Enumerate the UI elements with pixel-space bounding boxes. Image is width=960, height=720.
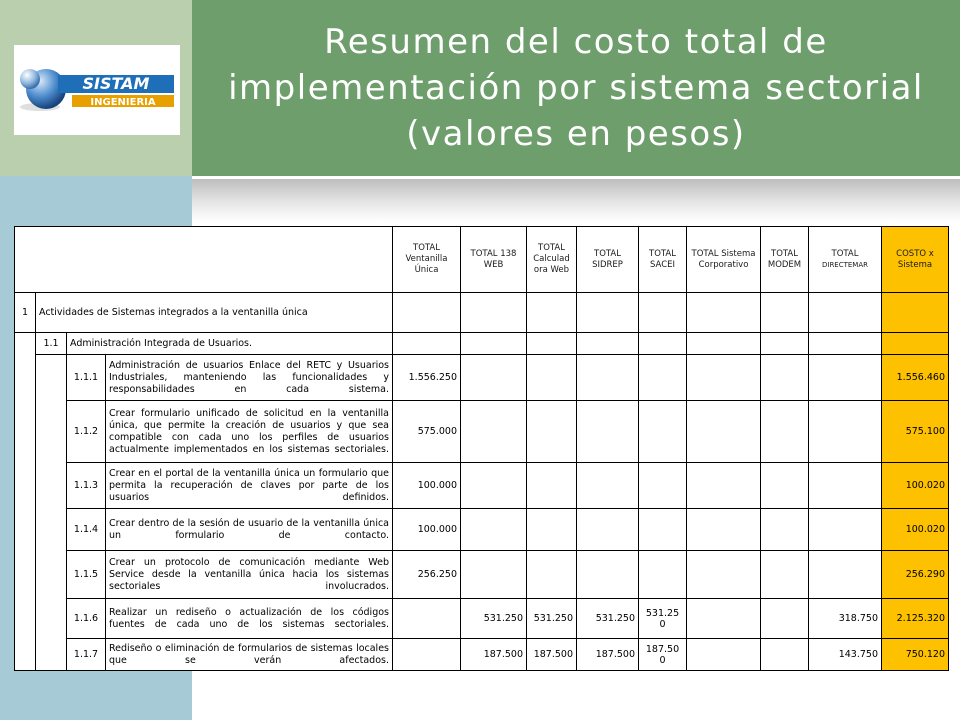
cell-costo-sistema: 750.120 [882,639,949,671]
cell-sacei [639,551,687,599]
cell-sidrep [577,355,639,401]
cell-modem [761,599,809,639]
cell-costo-sistema: 575.100 [882,401,949,463]
section-row [15,293,949,333]
cell-corporativo [687,509,761,551]
title-divider [192,176,960,179]
cell-directemar: 143.750 [809,639,882,671]
section-label: Actividades de Sistemas integrados a la ventanilla única [36,293,393,333]
cell-costo-sistema: 256.290 [882,551,949,599]
section-indent [15,333,36,671]
cell-modem [761,463,809,509]
cell-calculadora: 187.500 [527,639,577,671]
cell-modem [761,355,809,401]
table-row [15,639,949,671]
cell-sacei: 187.50 0 [639,639,687,671]
cell-ventanilla: 100.000 [393,463,461,509]
cell-138-web [461,401,527,463]
row-code: 1.1.6 [67,599,106,639]
cell-costo-sistema: 100.020 [882,463,949,509]
cell-138-web [461,355,527,401]
cell-calculadora [527,551,577,599]
slide-title: Resumen del costo total de implementación por sistema sectorial (valores en pesos) [228,22,924,154]
header-costo-sistema: COSTO x Sistema [882,227,949,293]
header-blank [15,227,393,293]
row-description: Crear en el portal de la ventanilla única un formulario que permita la recuperación de claves por parte de los usuarios definidos. [106,463,393,509]
cell-sacei [639,401,687,463]
table-row [15,551,949,599]
header-ventanilla: TOTAL Ventanilla Única [393,227,461,293]
header-calculadora: TOTAL Calculad ora Web [527,227,577,293]
cell-corporativo [687,599,761,639]
subsection-label: Administración Integrada de Usuarios. [67,333,393,355]
cell-calculadora [527,355,577,401]
cell-directemar [809,355,882,401]
cell-sidrep [577,401,639,463]
row-description: Crear dentro de la sesión de usuario de la ventanilla única un formulario de contacto. [106,509,393,551]
cell-modem [761,401,809,463]
table-row [15,463,949,509]
cell-ventanilla: 1.556.250 [393,355,461,401]
table-row [15,509,949,551]
cell-corporativo [687,401,761,463]
cell-calculadora [527,463,577,509]
header-sacei: TOTAL SACEI [639,227,687,293]
cell-directemar: 318.750 [809,599,882,639]
cell-ventanilla [393,599,461,639]
cell-corporativo [687,551,761,599]
cell-calculadora: 531.250 [527,599,577,639]
cell-sidrep [577,509,639,551]
table-row [15,355,949,401]
header-138-web: TOTAL 138 WEB [461,227,527,293]
cell-138-web [461,551,527,599]
header-corporativo: TOTAL Sistema Corporativo [687,227,761,293]
cell-costo-sistema: 1.556.460 [882,355,949,401]
row-code: 1.1.3 [67,463,106,509]
cell-sidrep [577,551,639,599]
cell-ventanilla: 256.250 [393,551,461,599]
company-logo [14,45,180,135]
cell-costo-sistema: 100.020 [882,509,949,551]
header-directemar [809,227,882,293]
cell-sacei [639,509,687,551]
cell-sidrep: 531.250 [577,599,639,639]
table-row [15,401,949,463]
row-description: Realizar un rediseño o actualización de los códigos fuentes de cada uno de los sistemas sectoriales. [106,599,393,639]
cell-directemar [809,463,882,509]
sistam-logo-icon [14,45,180,135]
row-description: Crear formulario unificado de solicitud en la ventanilla única, que permite la creación de usuarios y que sea compatible con cada uno los perfiles de usuarios actualmente implementados en los sistemas sectoriales. [106,401,393,463]
cell-modem [761,551,809,599]
cell-138-web: 531.250 [461,599,527,639]
cell-sidrep [577,463,639,509]
subsection-code: 1.1 [36,333,67,355]
row-code: 1.1.5 [67,551,106,599]
logo-subtitle: INGENIERIA [90,97,156,108]
cell-sacei [639,463,687,509]
row-code: 1.1.4 [67,509,106,551]
cell-calculadora [527,401,577,463]
cell-138-web [461,509,527,551]
header-row [15,227,949,293]
subsection-indent [36,355,67,671]
header-directemar-label: TOTAL [831,248,859,259]
cell-sacei: 531.25 0 [639,599,687,639]
row-code: 1.1.7 [67,639,106,671]
cell-corporativo [687,463,761,509]
cell-ventanilla: 100.000 [393,509,461,551]
cell-costo-sistema: 2.125.320 [882,599,949,639]
cell-modem [761,639,809,671]
cell-ventanilla: 575.000 [393,401,461,463]
row-code: 1.1.1 [67,355,106,401]
section-code: 1 [15,293,36,333]
row-description: Crear un protocolo de comunicación mediante Web Service desde la ventanilla única hacia los sistemas sectoriales involucrados. [106,551,393,599]
cell-calculadora [527,509,577,551]
row-code: 1.1.2 [67,401,106,463]
cell-sidrep: 187.500 [577,639,639,671]
cell-directemar [809,509,882,551]
table-row [15,599,949,639]
cost-table [14,226,949,671]
header-directemar-sub: DIRECTEMAR [821,260,869,269]
cell-directemar [809,551,882,599]
row-description: Rediseño o eliminación de formularios de sistemas locales que se verán afectados. [106,639,393,671]
subsection-row [15,333,949,355]
logo-brand: SISTAM [82,74,150,93]
gray-band [192,176,960,222]
cell-ventanilla [393,639,461,671]
cell-corporativo [687,639,761,671]
cell-138-web [461,463,527,509]
title-bar [192,0,960,176]
cell-modem [761,509,809,551]
cell-138-web: 187.500 [461,639,527,671]
cell-corporativo [687,355,761,401]
cell-directemar [809,401,882,463]
header-modem: TOTAL MODEM [761,227,809,293]
header-sidrep: TOTAL SIDREP [577,227,639,293]
row-description: Administración de usuarios Enlace del RETC y Usuarios Industriales, manteniendo las funcionalidades y responsabilidades en cada sistema. [106,355,393,401]
cell-sacei [639,355,687,401]
